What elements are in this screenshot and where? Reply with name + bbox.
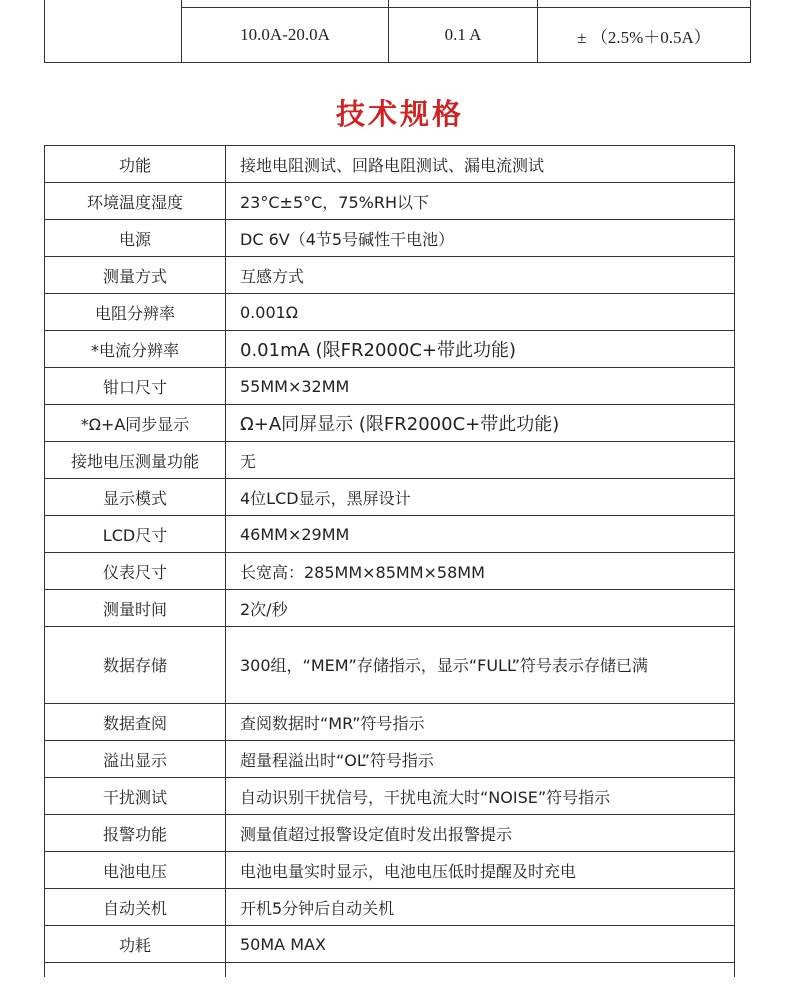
spec-value: 查阅数据时“MR”符号指示 xyxy=(226,704,735,741)
spec-value: 46MM×29MM xyxy=(226,516,735,553)
table-row xyxy=(45,442,735,479)
spec-key: 测量方式 xyxy=(45,257,226,294)
spec-value: 长宽高：285MM×85MM×58MM xyxy=(226,553,735,590)
spec-value: Ω+A同屏显示 (限FR2000C+带此功能) xyxy=(226,405,735,442)
spec-table xyxy=(44,145,735,977)
table-row xyxy=(45,405,735,442)
spec-key: 功耗 xyxy=(45,926,226,963)
spec-value: 开机5分钟后自动关机 xyxy=(226,889,735,926)
table-cell xyxy=(45,963,226,978)
spec-key: 数据查阅 xyxy=(45,704,226,741)
spec-key: *Ω+A同步显示 xyxy=(45,405,226,442)
spec-key: 报警功能 xyxy=(45,815,226,852)
spec-key: 接地电压测量功能 xyxy=(45,442,226,479)
spec-value: 55MM×32MM xyxy=(226,368,735,405)
spec-value: 互感方式 xyxy=(226,257,735,294)
spec-key: 电池电压 xyxy=(45,852,226,889)
table-row xyxy=(45,294,735,331)
spec-value: 0.001Ω xyxy=(226,294,735,331)
table-row xyxy=(45,257,735,294)
table-row xyxy=(45,516,735,553)
spec-key: 仪表尺寸 xyxy=(45,553,226,590)
spec-value: 0.01mA (限FR2000C+带此功能) xyxy=(226,331,735,368)
spec-key: 自动关机 xyxy=(45,889,226,926)
table-cell xyxy=(182,0,389,8)
table-row xyxy=(45,704,735,741)
spec-value: 接地电阻测试、回路电阻测试、漏电流测试 xyxy=(226,146,735,183)
accuracy-table xyxy=(44,0,751,63)
spec-value: 测量值超过报警设定值时发出报警提示 xyxy=(226,815,735,852)
spec-value: 23°C±5°C，75%RH以下 xyxy=(226,183,735,220)
spec-value: 50MA MAX xyxy=(226,926,735,963)
spec-value: 2次/秒 xyxy=(226,590,735,627)
table-row xyxy=(45,590,735,627)
table-row xyxy=(45,889,735,926)
spec-value: 300组，“MEM”存储指示，显示“FULL”符号表示存储已满 xyxy=(226,627,735,704)
spec-value: 超量程溢出时“OL”符号指示 xyxy=(226,741,735,778)
table-row xyxy=(45,368,735,405)
table-row xyxy=(45,815,735,852)
table-row xyxy=(45,778,735,815)
table-row xyxy=(45,183,735,220)
spec-key: *电流分辨率 xyxy=(45,331,226,368)
range-cell: 10.0A-20.0A xyxy=(182,8,389,63)
table-row xyxy=(45,146,735,183)
spec-value: 自动识别干扰信号，干扰电流大时“NOISE”符号指示 xyxy=(226,778,735,815)
table-row xyxy=(45,479,735,516)
table-row xyxy=(45,852,735,889)
table-row xyxy=(45,220,735,257)
table-cell xyxy=(389,0,538,8)
table-row xyxy=(45,627,735,704)
spec-key: LCD尺寸 xyxy=(45,516,226,553)
spec-key: 干扰测试 xyxy=(45,778,226,815)
spec-key: 功能 xyxy=(45,146,226,183)
table-row xyxy=(45,553,735,590)
table-row xyxy=(45,331,735,368)
table-cell xyxy=(45,0,182,63)
section-title: 技术规格 xyxy=(335,97,464,131)
spec-value: 电池电量实时显示，电池电压低时提醒及时充电 xyxy=(226,852,735,889)
table-row xyxy=(45,741,735,778)
spec-key: 电阻分辨率 xyxy=(45,294,226,331)
table-row xyxy=(45,963,735,978)
spec-key: 数据存储 xyxy=(45,627,226,704)
spec-value: 无 xyxy=(226,442,735,479)
table-row xyxy=(45,926,735,963)
resolution-cell: 0.1 A xyxy=(389,8,538,63)
table-cell xyxy=(226,963,735,978)
spec-value: DC 6V（4节5号碱性干电池） xyxy=(226,220,735,257)
accuracy-cell: ± （2.5%＋0.5A） xyxy=(538,8,751,63)
spec-key: 溢出显示 xyxy=(45,741,226,778)
spec-value: 4位LCD显示，黑屏设计 xyxy=(226,479,735,516)
spec-key: 环境温度湿度 xyxy=(45,183,226,220)
spec-key: 电源 xyxy=(45,220,226,257)
spec-key: 测量时间 xyxy=(45,590,226,627)
spec-key: 显示模式 xyxy=(45,479,226,516)
table-cell xyxy=(538,0,751,8)
spec-key: 钳口尺寸 xyxy=(45,368,226,405)
